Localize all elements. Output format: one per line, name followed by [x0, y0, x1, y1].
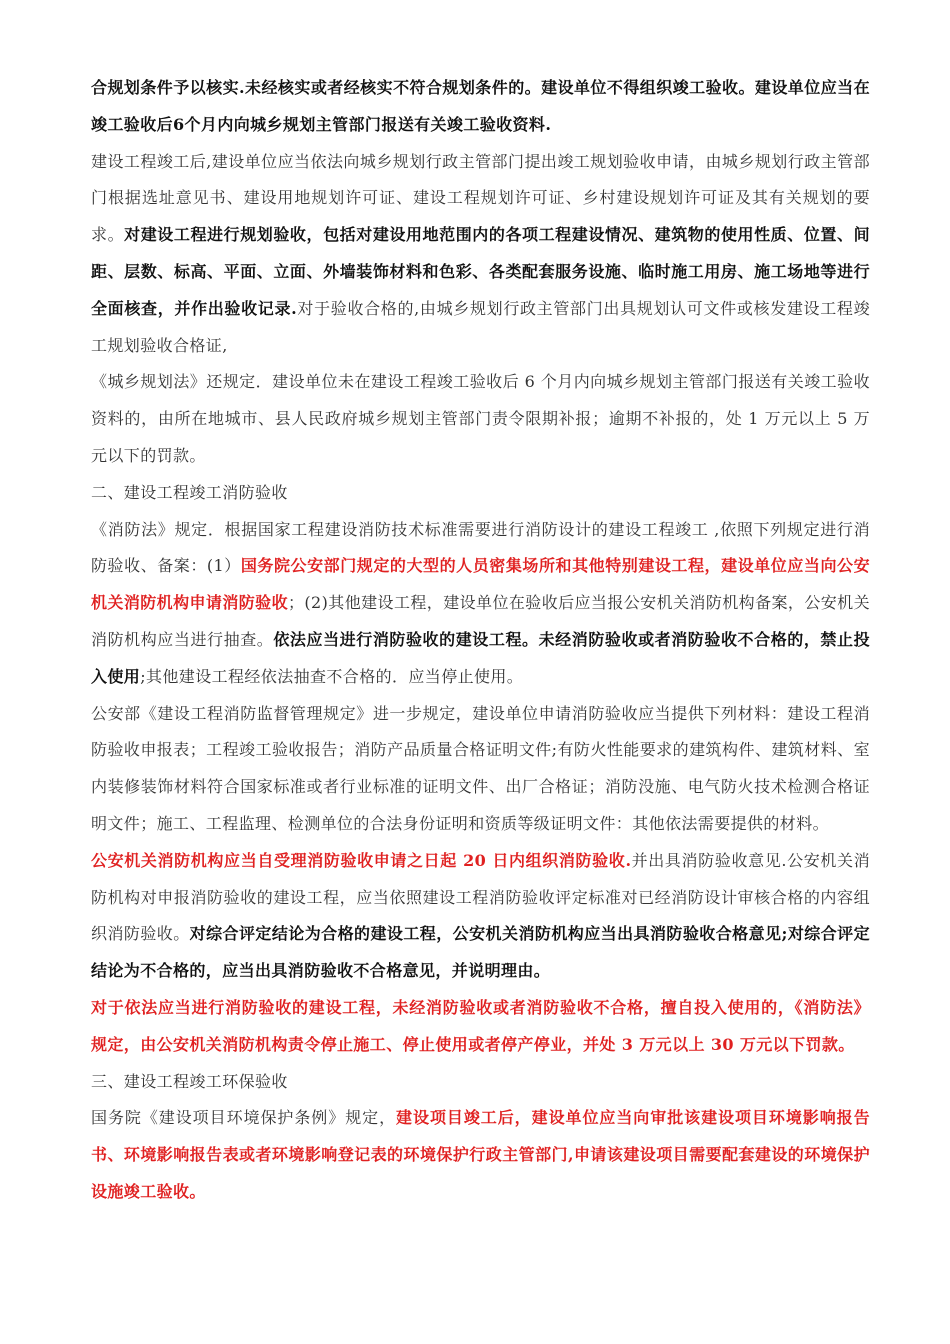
text-span: ;其他建设工程经依法抽查不合格的．应当停止使用。: [140, 666, 524, 686]
paragraph-planning-approval: [91, 70, 870, 144]
text-span: 《消防法》规定．根据国家工程建设消防技术标准需要进行消防设计的建设工程竣工 ,依照下列规定进行消防验收、备案：(1）: [91, 519, 870, 576]
paragraph-environmental-regulation: [91, 1100, 870, 1210]
paragraph-planning-acceptance: [91, 144, 870, 365]
section-heading-fire-acceptance: [91, 475, 870, 512]
paragraph-fire-acceptance-timeline: [91, 843, 870, 990]
text-span: 对于验收合格的,由城乡规划行政主管部门出具规划认可文件或核发建设工程竣工规划验收合格证,: [91, 298, 870, 355]
text-span-bold: 依法应当进行消防验收的建设工程。未经消防验收或者消防验收不合格的，禁止投入使用: [91, 629, 870, 686]
text-span-bold: 对建设工程进行规划验收，包括对建设用地范围内的各项工程建设情况、建筑物的使用性质、位置、间距、层数、标高、平面、立面、外墙装饰材料和色彩、各类配套服务设施、临时施工用房、施工场地等进行全面核查，并作出验收记录.: [91, 225, 870, 318]
text-span: 建设工程竣工后,建设单位应当依法向城乡规划行政主管部门提出竣工规划验收申请，由城乡规划行政主管部门根据选址意见书、建设用地规划许可证、建设工程规划许可证、乡村建设规划许可证及其有关规划的要求。: [91, 151, 870, 245]
text-span-red: 建设项目竣工后，建设单位应当向审批该建设项目环境影响报告书、环境影响报告表或者环境影响登记表的环境保护行政主管部门,申请该建设项目需要配套建设的环境保护设施竣工验收。: [91, 1108, 871, 1201]
text-span: 国务院《建设项目环境保护条例》规定，: [91, 1108, 397, 1128]
paragraph-fire-penalty: [91, 990, 870, 1064]
text-span-red: 国务院公安部门规定的大型的人员密集场所和其他特别建设工程，建设单位应当向公安机关消防机构申请消防验收: [91, 556, 870, 613]
section-heading-environmental-acceptance: [91, 1064, 870, 1101]
text-span: 合规划条件予以核实.未经核实或者经核实不符合规划条件的。建设单位不得组织竣工验收。建设单位应当在竣工验收后6个月内向城乡规划主管部门报送有关竣工验收资料.: [91, 78, 870, 134]
text-span: 《城乡规划法》还规定．建设单位未在建设工程竣工验收后 6 个月内向城乡规划主管部门报送有关竣工验收资料的，由所在地城市、县人民政府城乡规划主管部门责令限期补报；逾期不补报的，处 1 万元以上 5 万元以下的罚款。: [91, 372, 870, 465]
text-span: 公安部《建设工程消防监督管理规定》进一步规定，建设单位申请消防验收应当提供下列材料：建设工程消防验收申报表；工程竣工验收报告；消防产品质量合格证明文件;有防火性能要求的建筑构件、建筑材料、室内装修装饰材料符合国家标准或者行业标准的证明文件、出厂合格证；消防没施、电气防火技术检测合格证明文件；施工、工程监理、检测单位的合法身份证明和资质等级证明文件：其他依法需要提供的材料。: [91, 703, 870, 833]
text-span: 并出具消防验收意见.公安机关消防机构对申报消防验收的建设工程，应当依照建设工程消防验收评定标准对已经消防设计审核合格的内容组织消防验收。: [91, 850, 870, 944]
paragraph-fire-supervision-rules: [91, 696, 870, 843]
text-span-red: 公安机关消防机构应当自受理消防验收申请之日起 20 日内组织消防验收.: [91, 850, 632, 870]
text-span-red: 对于依法应当进行消防验收的建设工程，未经消防验收或者消防验收不合格，擅自投入使用的，《消防法》规定，由公安机关消防机构责令停止施工、停止使用或者停产停业，并处 3 万元以上 30 万元以下罚款。: [91, 997, 870, 1054]
paragraph-fire-law: [91, 512, 870, 696]
paragraph-urban-planning-law: [91, 364, 870, 474]
heading-text: 二、建设工程竣工消防验收: [91, 482, 288, 502]
text-span-bold: 对综合评定结论为合格的建设工程，公安机关消防机构应当出具消防验收合格意见;对综合评定结论为不合格的，应当出具消防验收不合格意见，并说明理由。: [91, 924, 870, 981]
text-span: ；(2)其他建设工程，建设单位在验收后应当报公安机关消防机构备案，公安机关消防机构应当进行抽查。: [91, 593, 870, 649]
heading-text: 三、建设工程竣工环保验收: [91, 1071, 288, 1091]
